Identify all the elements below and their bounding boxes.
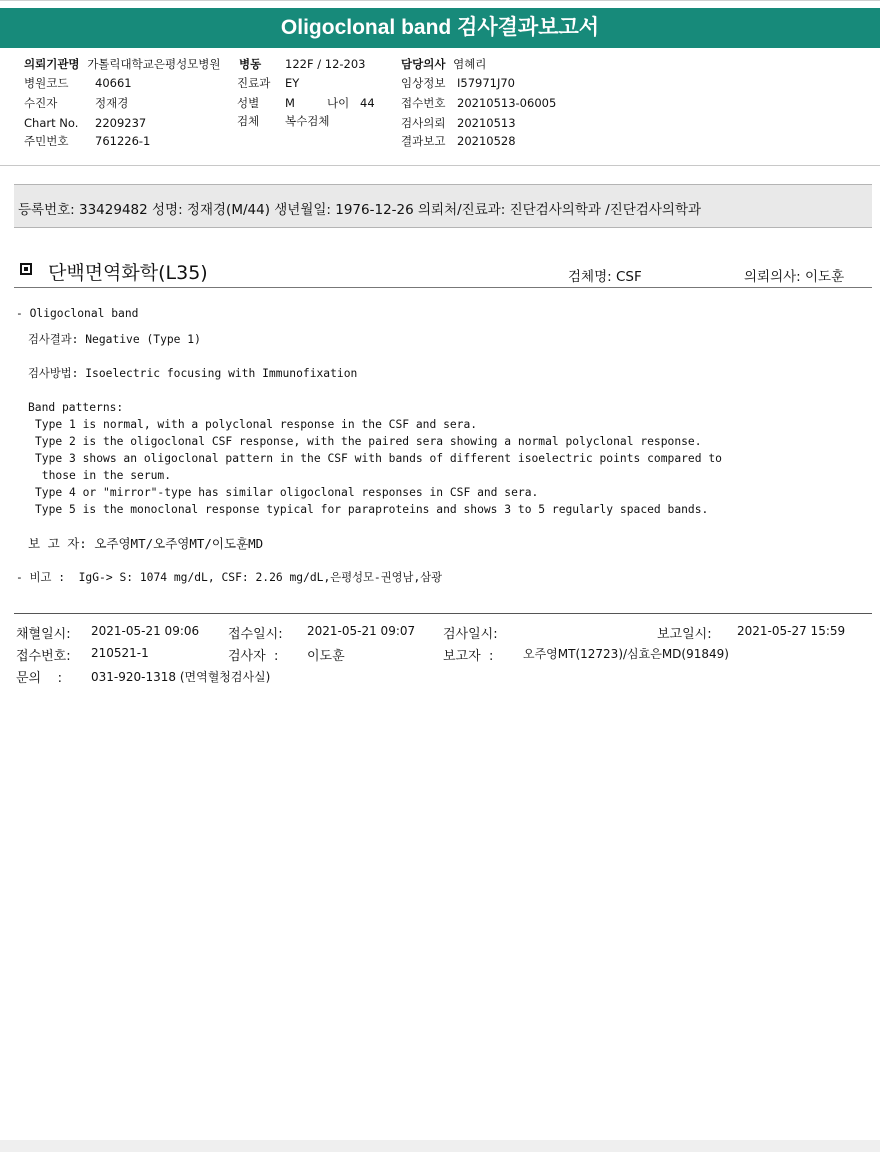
doctor-label: 담당의사 bbox=[401, 57, 446, 71]
square-bullet-icon bbox=[20, 263, 32, 275]
reporters-line: 보 고 자: 오주영MT/오주영MT/이도훈MD bbox=[28, 536, 264, 551]
request-value: 20210513 bbox=[457, 116, 516, 130]
collected-label: 채혈일시: bbox=[16, 627, 71, 642]
tester-label: 검사자 : bbox=[228, 649, 279, 664]
hospital-code-label: 병원코드 bbox=[24, 76, 69, 90]
contact-value: 031-920-1318 (면역혈청검사실) bbox=[91, 670, 271, 684]
header-divider bbox=[0, 165, 880, 166]
reporter-value: 오주영MT(12723)/심효은MD(91849) bbox=[523, 647, 729, 661]
specimen-name: 검체명: CSF bbox=[568, 269, 642, 285]
section-divider bbox=[14, 287, 872, 288]
registration-band bbox=[14, 184, 872, 228]
result-line: 검사결과: Negative (Type 1) bbox=[28, 333, 201, 346]
ward-row bbox=[239, 57, 261, 71]
patient-value: 정재경 bbox=[95, 96, 129, 110]
pattern-line: Type 2 is the oligoclonal CSF response, with the paired sera showing a normal polyclonal response. bbox=[35, 435, 702, 448]
request-label: 검사의뢰 bbox=[401, 116, 446, 130]
id-label: 주민번호 bbox=[24, 134, 69, 148]
footer-accession-value: 210521-1 bbox=[91, 646, 149, 660]
sex-value: M bbox=[285, 96, 295, 110]
bottom-band bbox=[0, 1140, 880, 1152]
institution-label: 의뢰기관명 bbox=[24, 57, 80, 71]
chart-label: Chart No. bbox=[24, 116, 79, 130]
hospital-code-value: 40661 bbox=[95, 76, 132, 90]
accession-value: 20210513-06005 bbox=[457, 96, 557, 110]
received-value: 2021-05-21 09:07 bbox=[307, 624, 416, 638]
pattern-line: Type 1 is normal, with a polyclonal response in the CSF and sera. bbox=[35, 418, 478, 431]
clinical-label: 임상정보 bbox=[401, 76, 446, 90]
top-border bbox=[0, 0, 880, 1]
report-title: Oligoclonal band 검사결과보고서 bbox=[0, 8, 880, 48]
institution-value: 가톨릭대학교은평성모병원 bbox=[87, 57, 221, 71]
clinical-value: I57971J70 bbox=[457, 76, 515, 90]
pattern-line: those in the serum. bbox=[35, 469, 172, 482]
tester-value: 이도훈 bbox=[307, 649, 345, 664]
doctor-row bbox=[401, 57, 486, 71]
footer-accession-label: 접수번호: bbox=[16, 649, 71, 664]
pattern-line: Type 5 is the monoclonal response typical for paraproteins and shows 3 to 5 regularly spaced bands. bbox=[35, 503, 709, 516]
registration-line: 등록번호: 33429482 성명: 정재경(M/44) 생년월일: 1976-12-26 의뢰처/진료과: 진단검사의학과 /진단검사의학과 bbox=[18, 202, 702, 218]
reporter-label: 보고자 : bbox=[443, 649, 494, 664]
patterns-heading: Band patterns: bbox=[28, 401, 124, 414]
contact-label: 문의 : bbox=[16, 671, 63, 686]
accession-label: 접수번호 bbox=[401, 96, 446, 110]
doctor-value: 염혜리 bbox=[453, 57, 487, 71]
id-value: 761226-1 bbox=[95, 134, 151, 148]
method-line: 검사방법: Isoelectric focusing with Immunofixation bbox=[28, 367, 358, 380]
footer-divider bbox=[14, 613, 872, 614]
test-name: - Oligoclonal band bbox=[16, 307, 139, 320]
report-date-value: 20210528 bbox=[457, 134, 516, 148]
received-label: 접수일시: bbox=[228, 627, 283, 642]
collected-value: 2021-05-21 09:06 bbox=[91, 624, 200, 638]
reported-value: 2021-05-27 15:59 bbox=[737, 624, 846, 638]
requesting-doctor: 의뢰의사: 이도훈 bbox=[744, 269, 845, 285]
section-title: 단백면역화학(L35) bbox=[48, 262, 208, 284]
report-date-label: 결과보고 bbox=[401, 134, 446, 148]
dept-label: 진료과 bbox=[237, 76, 271, 90]
specimen-label: 검체 bbox=[237, 114, 260, 128]
dept-value: EY bbox=[285, 76, 300, 90]
tested-label: 검사일시: bbox=[443, 627, 498, 642]
ward-value: 122F / 12-203 bbox=[285, 57, 366, 71]
patient-label: 수진자 bbox=[24, 96, 58, 110]
sex-label: 성별 bbox=[237, 96, 260, 110]
pattern-line: Type 3 shows an oligoclonal pattern in the CSF with bands of different isoelectric points compared to bbox=[35, 452, 722, 465]
remarks-line: - 비고 : IgG-> S: 1074 mg/dL, CSF: 2.26 mg/dL,은평성모-권영남,삼광 bbox=[16, 571, 443, 584]
age-value: 44 bbox=[360, 96, 375, 110]
age-label: 나이 bbox=[327, 96, 350, 110]
reported-label: 보고일시: bbox=[657, 627, 712, 642]
pattern-line: Type 4 or "mirror"-type has similar oligoclonal responses in CSF and sera. bbox=[35, 486, 539, 499]
ward-label: 병동 bbox=[239, 57, 262, 71]
institution-row bbox=[24, 57, 221, 71]
specimen-value: 복수검체 bbox=[285, 114, 330, 128]
chart-value: 2209237 bbox=[95, 116, 147, 130]
